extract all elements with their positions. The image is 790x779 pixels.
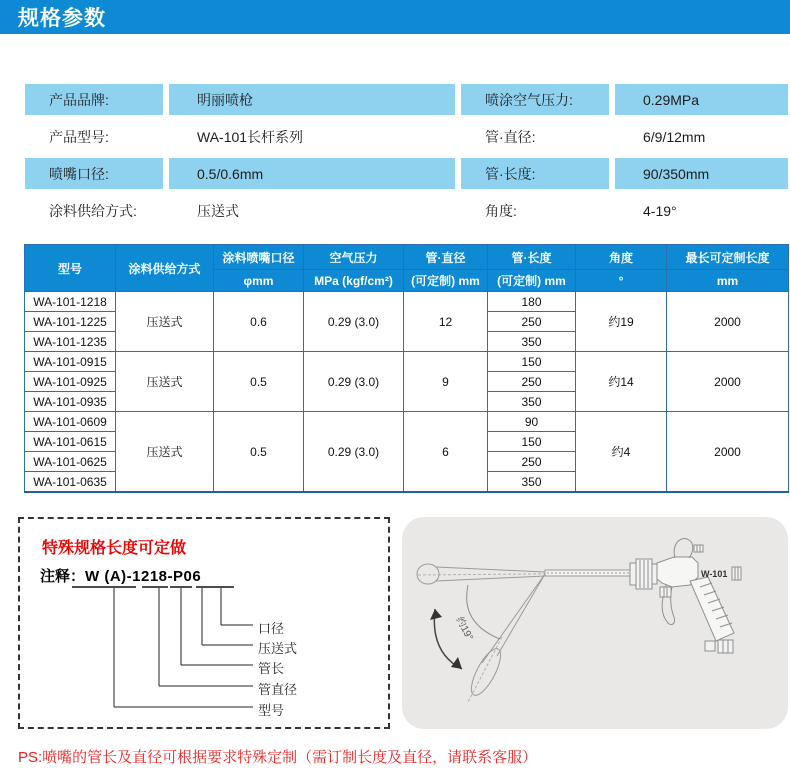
table-cell: 压送式 xyxy=(116,352,214,412)
breakdown-label: 压送式 xyxy=(258,641,298,656)
table-cell: 350 xyxy=(488,392,576,412)
table-cell: 250 xyxy=(488,312,576,332)
spec-value: 90/350mm xyxy=(615,158,788,189)
quick-spec-grid xyxy=(25,84,788,226)
table-header-row-titles xyxy=(25,245,789,270)
table-cell: WA-101-0609 xyxy=(25,412,116,432)
spec-label: 管·长度: xyxy=(461,158,609,189)
custom-box-title: 特殊规格长度可定做 xyxy=(42,540,187,557)
column-header: 最长可定制长度 xyxy=(667,245,789,270)
spec-label: 喷嘴口径: xyxy=(25,158,163,189)
column-header-unit: (可定制) mm xyxy=(404,270,488,292)
table-row xyxy=(25,412,789,432)
table-cell: 2000 xyxy=(667,412,789,493)
table-cell: 0.29 (3.0) xyxy=(304,352,404,412)
table-cell: 150 xyxy=(488,432,576,452)
table-cell: 350 xyxy=(488,332,576,352)
column-header: 管·直径 xyxy=(404,245,488,270)
table-cell: 180 xyxy=(488,292,576,312)
table-cell: 12 xyxy=(404,292,488,352)
angle-label: 约19° xyxy=(453,615,475,643)
spec-label: 角度: xyxy=(485,202,517,219)
table-header xyxy=(25,245,789,292)
table-cell: WA-101-0915 xyxy=(25,352,116,372)
table-cell: WA-101-0615 xyxy=(25,432,116,452)
breakdown-label: 口径 xyxy=(258,621,285,636)
spec-value: 0.29MPa xyxy=(615,84,788,115)
spec-label: 产品型号: xyxy=(49,128,109,145)
table-cell: 2000 xyxy=(667,292,789,352)
spec-value: 6/9/12mm xyxy=(643,128,706,145)
table-cell: 0.5 xyxy=(214,412,304,493)
custom-length-box xyxy=(18,517,390,729)
arrow-up-icon xyxy=(430,609,442,620)
model-spec-table xyxy=(24,244,789,493)
column-header-unit: (可定制) mm xyxy=(488,270,576,292)
breakdown-label: 管长 xyxy=(258,661,285,676)
table-cell: 压送式 xyxy=(116,412,214,493)
bottom-section xyxy=(18,517,790,729)
spec-value: 4-19° xyxy=(643,202,677,219)
table-cell: 约4 xyxy=(576,412,667,493)
table-cell: 压送式 xyxy=(116,292,214,352)
spec-label: 管·直径: xyxy=(485,128,536,145)
column-header-unit: ° xyxy=(576,270,667,292)
table-cell: 2000 xyxy=(667,352,789,412)
model-code: W (A)-1218-P06 xyxy=(85,568,202,585)
table-cell: 约19 xyxy=(576,292,667,352)
column-header: 角度 xyxy=(576,245,667,270)
column-header: 涂料供给方式 xyxy=(116,245,214,292)
table-cell: 0.29 (3.0) xyxy=(304,292,404,352)
column-header-unit: MPa (kgf/cm²) xyxy=(304,270,404,292)
page-header xyxy=(0,0,790,34)
table-cell: WA-101-0935 xyxy=(25,392,116,412)
column-header-unit: mm xyxy=(667,270,789,292)
column-header: 空气压力 xyxy=(304,245,404,270)
note-prefix: 注释： xyxy=(40,568,86,585)
spec-value: 压送式 xyxy=(197,202,239,219)
column-header: 涂料喷嘴口径 xyxy=(214,245,304,270)
spec-value: 0.5/0.6mm xyxy=(169,158,455,189)
table-cell: WA-101-0925 xyxy=(25,372,116,392)
spec-value: 明丽喷枪 xyxy=(169,84,455,115)
page-title: 规格参数 xyxy=(18,7,106,30)
table-cell: 250 xyxy=(488,372,576,392)
breakdown-label: 型号 xyxy=(258,703,285,718)
column-header: 型号 xyxy=(25,245,116,292)
spray-gun-diagram xyxy=(402,517,788,729)
table-cell: WA-101-0625 xyxy=(25,452,116,472)
table-cell: 90 xyxy=(488,412,576,432)
table-cell: WA-101-1218 xyxy=(25,292,116,312)
table-cell: WA-101-1225 xyxy=(25,312,116,332)
ps-note: PS:喷嘴的管长及直径可根据要求特殊定制（需订制长度及直径，请联系客服） xyxy=(18,749,538,766)
gun-model-label: W-101 xyxy=(701,569,728,579)
column-header-unit: φmm xyxy=(214,270,304,292)
spec-label: 喷涂空气压力: xyxy=(461,84,609,115)
breakdown-label: 管直径 xyxy=(258,682,298,697)
code-breakdown-lines xyxy=(20,519,388,727)
table-cell: WA-101-1235 xyxy=(25,332,116,352)
table-cell: 9 xyxy=(404,352,488,412)
spray-gun-art xyxy=(402,517,788,729)
table-cell: 6 xyxy=(404,412,488,493)
spec-label: 涂料供给方式: xyxy=(49,202,137,219)
table-cell: 350 xyxy=(488,472,576,493)
table-cell: 约14 xyxy=(576,352,667,412)
table-cell: 0.29 (3.0) xyxy=(304,412,404,493)
spec-table-body xyxy=(25,292,789,493)
table-row xyxy=(25,352,789,372)
table-cell: 150 xyxy=(488,352,576,372)
column-header: 管·长度 xyxy=(488,245,576,270)
table-cell: WA-101-0635 xyxy=(25,472,116,493)
table-cell: 0.5 xyxy=(214,352,304,412)
table-cell: 0.6 xyxy=(214,292,304,352)
spec-label: 产品品牌: xyxy=(25,84,163,115)
table-cell: 250 xyxy=(488,452,576,472)
table-row xyxy=(25,292,789,312)
spec-value: WA-101长杆系列 xyxy=(197,128,304,145)
